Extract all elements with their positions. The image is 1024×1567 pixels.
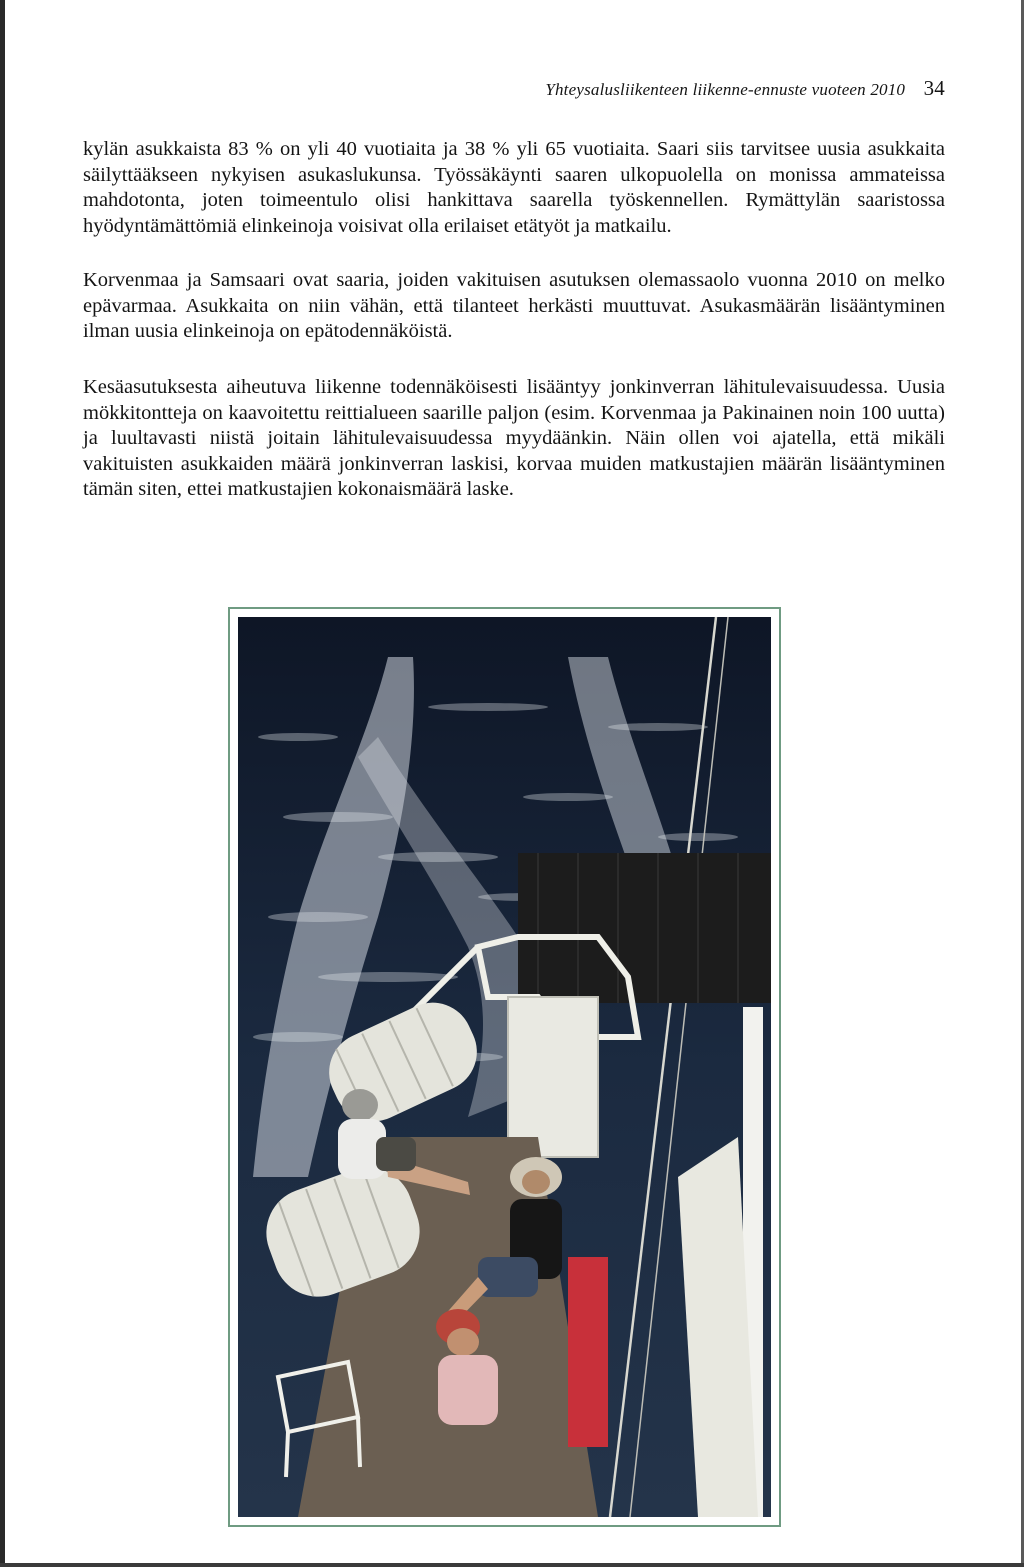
red-box bbox=[568, 1257, 608, 1447]
scan-edge-bottom bbox=[0, 1563, 1024, 1567]
ferry-wake-photo bbox=[238, 617, 771, 1517]
photo-frame bbox=[228, 607, 781, 1527]
body-paragraph-3: Kesäasutuksesta aiheutuva liikenne todennäköisesti lisääntyy jonkinverran lähitulevaisuudessa. Uusia mökkitontteja on kaavoitettu reittialueen saarille paljon (esim. Korvenmaa ja Pakinainen noin 100 uutta) ja luultavasti niistä joitain lähitulevaisuudessa myydäänkin. Näin ollen voi ajatella, että mikäli vakituisten asukkaiden määrä jonkinverran laskisi, korvaa muiden matkustajien määrän lisääntyminen tämän siten, ettei matkustajien kokonaismäärä laske. bbox=[83, 376, 945, 501]
white-cabinet bbox=[508, 997, 598, 1157]
running-title: Yhteysalusliikenteen liikenne-ennuste vuoteen 2010 bbox=[545, 80, 906, 99]
scan-edge-left bbox=[0, 0, 5, 1567]
body-paragraph-2: Korvenmaa ja Samsaari ovat saaria, joiden vakituisen asutuksen olemassaolo vuonna 2010 on melko epävarmaa. Asukkaita on niin vähän, että tilanteet herkästi muuttuvat. Asukasmäärän lisääntyminen ilman uusia elinkeinoja on epätodennäköistä. bbox=[83, 269, 945, 343]
page-number: 34 bbox=[923, 76, 945, 100]
body-paragraph-1: kylän asukkaista 83 % on yli 40 vuotiaita ja 38 % yli 65 vuotiaita. Saari siis tarvitsee uusia asukkaita säilyttääkseen nykyisen asukaslukunsa. Työssäkäynti saaren ulkopuolella on monissa ammateissa mahdotonta, joten toimeentulo olisi hankittava saarella työskennellen. Rymättylän saaristossa hyödyntämättömiä elinkeinoja voisivat olla erilaiset etätyöt ja matkailu. bbox=[83, 138, 945, 237]
page-header bbox=[420, 76, 945, 101]
dark-deck-structure bbox=[518, 853, 771, 1003]
